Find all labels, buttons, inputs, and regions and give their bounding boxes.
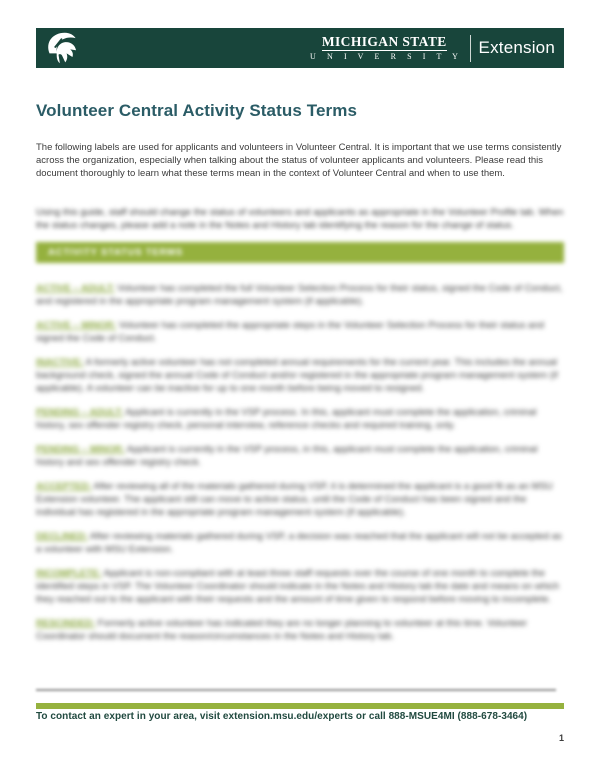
section-header-label: ACTIVITY STATUS TERMS	[48, 247, 184, 258]
term-definition: After reviewing all of the materials gathered during VSP, it is determined the applicant is a good fit as an MSU Extension volunteer. The applicant still can move to active status, until the Code of Conduct has been signed and the individual has registered in the appropriate program management system (if applicable).	[36, 481, 553, 518]
term-label: PENDING – ADULT:	[36, 407, 124, 418]
term-definition: After reviewing materials gathered during VSP, a decision was reached that the applicant will not be accepted as a volunteer with MSU Extension.	[36, 531, 562, 555]
term-definition-row	[36, 356, 564, 395]
section-header-bar	[36, 242, 564, 263]
page-title: Volunteer Central Activity Status Terms	[36, 101, 357, 121]
term-label: DECLINED:	[36, 531, 88, 542]
intro-paragraph: The following labels are used for applicants and volunteers in Volunteer Central. It is important that we use terms consistently across the organization, especially when talking about the status of volunteer applicants and volunteers. Please read this document thoroughly to learn what these terms mean in the context of Volunteer Central and when to use them.	[36, 141, 562, 179]
term-definition-row	[36, 480, 564, 519]
brand-divider	[470, 35, 471, 62]
term-definition-row	[36, 443, 564, 469]
brand-lockup	[308, 35, 564, 62]
term-definition: Volunteer has completed the appropriate steps in the Volunteer Selection Process for their status and signed the Code of Conduct.	[36, 320, 544, 344]
wordmark-michigan-state: MICHIGAN STATE	[321, 33, 447, 49]
term-label: INACTIVE:	[36, 357, 84, 368]
term-label: ACTIVE – MINOR:	[36, 320, 117, 331]
term-definition: Applicant is non-compliant with at least three staff requests over the course of one month to complete the identified steps in VSP. The Volunteer Coordinator should indicate in the Notes and History tab the date and means on which they reached out to the applicant with their requests and the amount of time given to respond before moving to incomplete.	[36, 568, 560, 605]
msu-extension-masthead	[36, 28, 564, 68]
term-definition: Volunteer has completed the full Volunteer Selection Process for their status, signed the Code of Conduct, and registered in the appropriate program management system (if applicable).	[36, 283, 563, 307]
term-label: ACTIVE – ADULT:	[36, 283, 115, 294]
footer-contact-text: To contact an expert in your area, visit extension.msu.edu/experts or call 888-MSUE4MI (888-678-3464)	[36, 711, 528, 722]
term-definition-row	[36, 282, 564, 308]
pre-footer-rule	[36, 689, 556, 691]
term-definition-row	[36, 617, 564, 643]
extension-label: Extension	[478, 38, 555, 57]
term-definition-row	[36, 406, 564, 432]
msu-wordmark	[308, 35, 461, 62]
term-definition-row	[36, 530, 564, 556]
term-label: RESCINDED:	[36, 618, 96, 629]
footer-accent-bar	[36, 703, 564, 709]
term-definition: Formerly active volunteer has indicated they are no longer planning to volunteer at this time. Volunteer Coordinator should document the reason/circumstances in the Notes and History tab.	[36, 618, 528, 642]
term-definition: Applicant is currently in the VSP process. In this, applicant must complete the application, criminal history, sex offender registry check, personal interview, reference checks and required training, only.	[36, 407, 537, 431]
term-definition-row	[36, 567, 564, 606]
term-label: ACCEPTED:	[36, 481, 92, 492]
terms-list	[36, 282, 564, 654]
blurred-note-paragraph: Using this guide, staff should change the status of volunteers and applicants as appropriate in the Volunteer Profile tab. When the status changes, please add a note in the Notes and History tab identifying the reason for the change of status.	[36, 206, 564, 231]
page-number: 1	[558, 733, 564, 743]
wordmark-university: U N I V E R S I T Y	[310, 51, 463, 61]
term-definition: A formerly active volunteer has not completed annual requirements for the current year. This includes the annual background check, signed the annual Code of Conduct and/or registered in the appropriate program management system (if applicable). A volunteer can be inactive for up to one month before being moved to resigned.	[36, 357, 558, 394]
term-label: PENDING – MINOR:	[36, 444, 125, 455]
term-definition-row	[36, 319, 564, 345]
spartan-helmet-icon	[43, 30, 83, 66]
term-label: INCOMPLETE:	[36, 568, 102, 579]
term-definition: Applicant is currently in the VSP process, in this, applicant must complete the application, criminal history and sex offender registry check.	[36, 444, 538, 468]
